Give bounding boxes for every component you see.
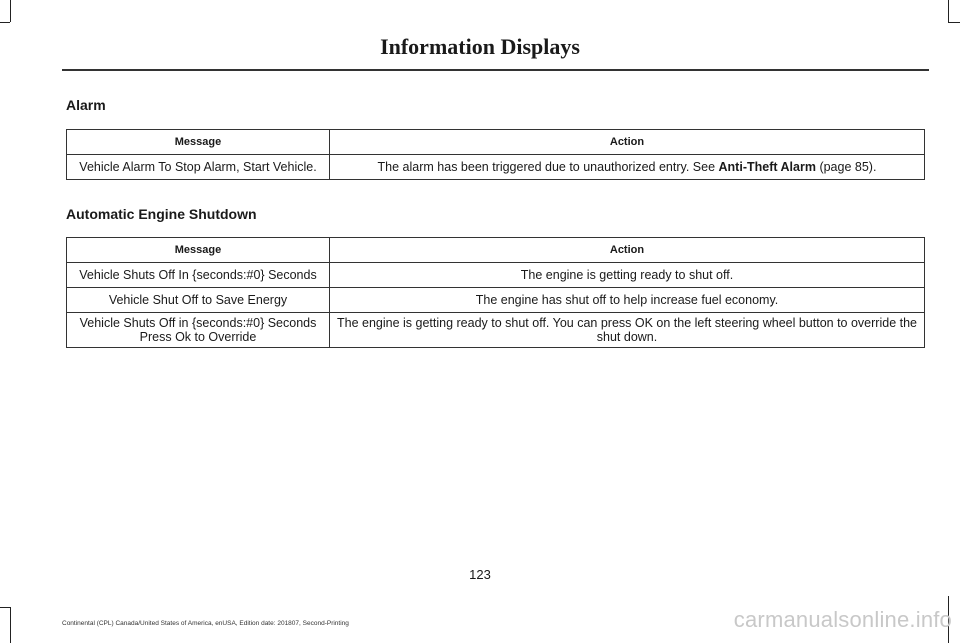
watermark: carmanualsonline.info	[733, 607, 952, 632]
shutdown-action-cell: The engine is getting ready to shut off.	[330, 263, 925, 288]
crop-mark-bottom-left-vertical	[10, 607, 11, 643]
anti-theft-alarm-reference: Anti-Theft Alarm	[718, 160, 816, 174]
table-row	[67, 155, 925, 180]
shutdown-section-title: Automatic Engine Shutdown	[66, 206, 257, 222]
alarm-table	[66, 129, 925, 180]
alarm-table-header-row	[67, 130, 925, 155]
alarm-action-text: The alarm has been triggered due to unauthorized entry. See	[377, 160, 719, 174]
alarm-message-cell: Vehicle Alarm To Stop Alarm, Start Vehicle.	[67, 155, 330, 180]
crop-mark-bottom-left-horizontal	[0, 607, 10, 608]
crop-mark-top-left-vertical	[10, 0, 11, 22]
alarm-action-cell	[330, 155, 925, 180]
shutdown-message-cell: Vehicle Shuts Off In {seconds:#0} Seconds	[67, 263, 330, 288]
header-rule	[62, 69, 929, 71]
shutdown-header-action: Action	[330, 238, 925, 263]
crop-mark-top-right-horizontal	[948, 22, 960, 23]
shutdown-table	[66, 237, 925, 348]
shutdown-message-cell: Vehicle Shuts Off in {seconds:#0} Seconds Press Ok to Override	[67, 313, 330, 348]
shutdown-action-cell: The engine is getting ready to shut off. You can press OK on the left steering wheel button to override the shut down.	[330, 313, 925, 348]
shutdown-action-cell: The engine has shut off to help increase fuel economy.	[330, 288, 925, 313]
page-number: 123	[469, 567, 491, 582]
crop-mark-top-left-horizontal	[0, 22, 10, 23]
table-row	[67, 313, 925, 348]
shutdown-table-header-row	[67, 238, 925, 263]
page-header: Information Displays	[380, 34, 580, 59]
alarm-header-message: Message	[67, 130, 330, 155]
shutdown-header-message: Message	[67, 238, 330, 263]
shutdown-message-cell: Vehicle Shut Off to Save Energy	[67, 288, 330, 313]
crop-mark-top-right-vertical	[948, 0, 949, 22]
alarm-header-action: Action	[330, 130, 925, 155]
alarm-action-page-ref: (page 85).	[815, 160, 877, 174]
table-row	[67, 263, 925, 288]
table-row	[67, 288, 925, 313]
edition-footer: Continental (CPL) Canada/United States of America, enUSA, Edition date: 201807, Second-Printing	[62, 620, 349, 627]
alarm-section-title: Alarm	[66, 97, 106, 113]
